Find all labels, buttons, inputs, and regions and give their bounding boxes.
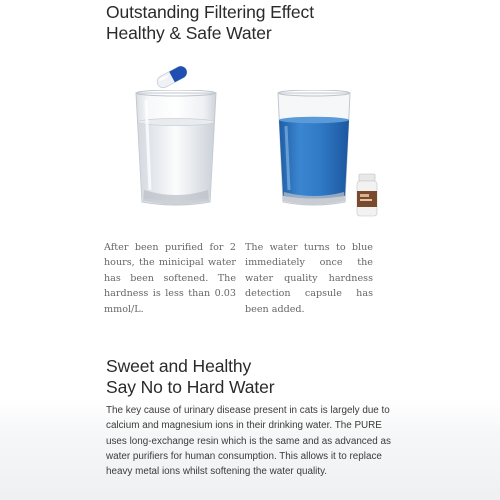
blue-water-glass xyxy=(274,90,354,208)
capsule-icon xyxy=(150,62,194,92)
title-line-1: Outstanding Filtering Effect xyxy=(106,2,314,22)
clear-water-glass xyxy=(132,90,220,208)
title-line-1: Sweet and Healthy xyxy=(106,356,252,376)
title-line-2: Say No to Hard Water xyxy=(106,377,275,397)
title-line-2: Healthy & Safe Water xyxy=(106,23,272,43)
section-title-sweet xyxy=(106,356,275,398)
caption-right: The water turns to blue immediately once the water quality hardness detection capsule has been added. xyxy=(245,242,373,315)
test-bottle-icon xyxy=(354,172,380,218)
section-title-filtering xyxy=(106,2,314,44)
body-paragraph: The key cause of urinary disease present in cats is largely due to calcium and magnesium ions in their drinking water. The PURE uses long-exchange resin which is the same and as advanced as water purifiers for human consumption. This allows it to replace heavy metal ions whilst softening the water quality. xyxy=(106,405,391,478)
caption-left: After been purified for 2 hours, the minicipal water has been softened. The hardness is less than 0.03 mmol/L. xyxy=(104,242,236,315)
